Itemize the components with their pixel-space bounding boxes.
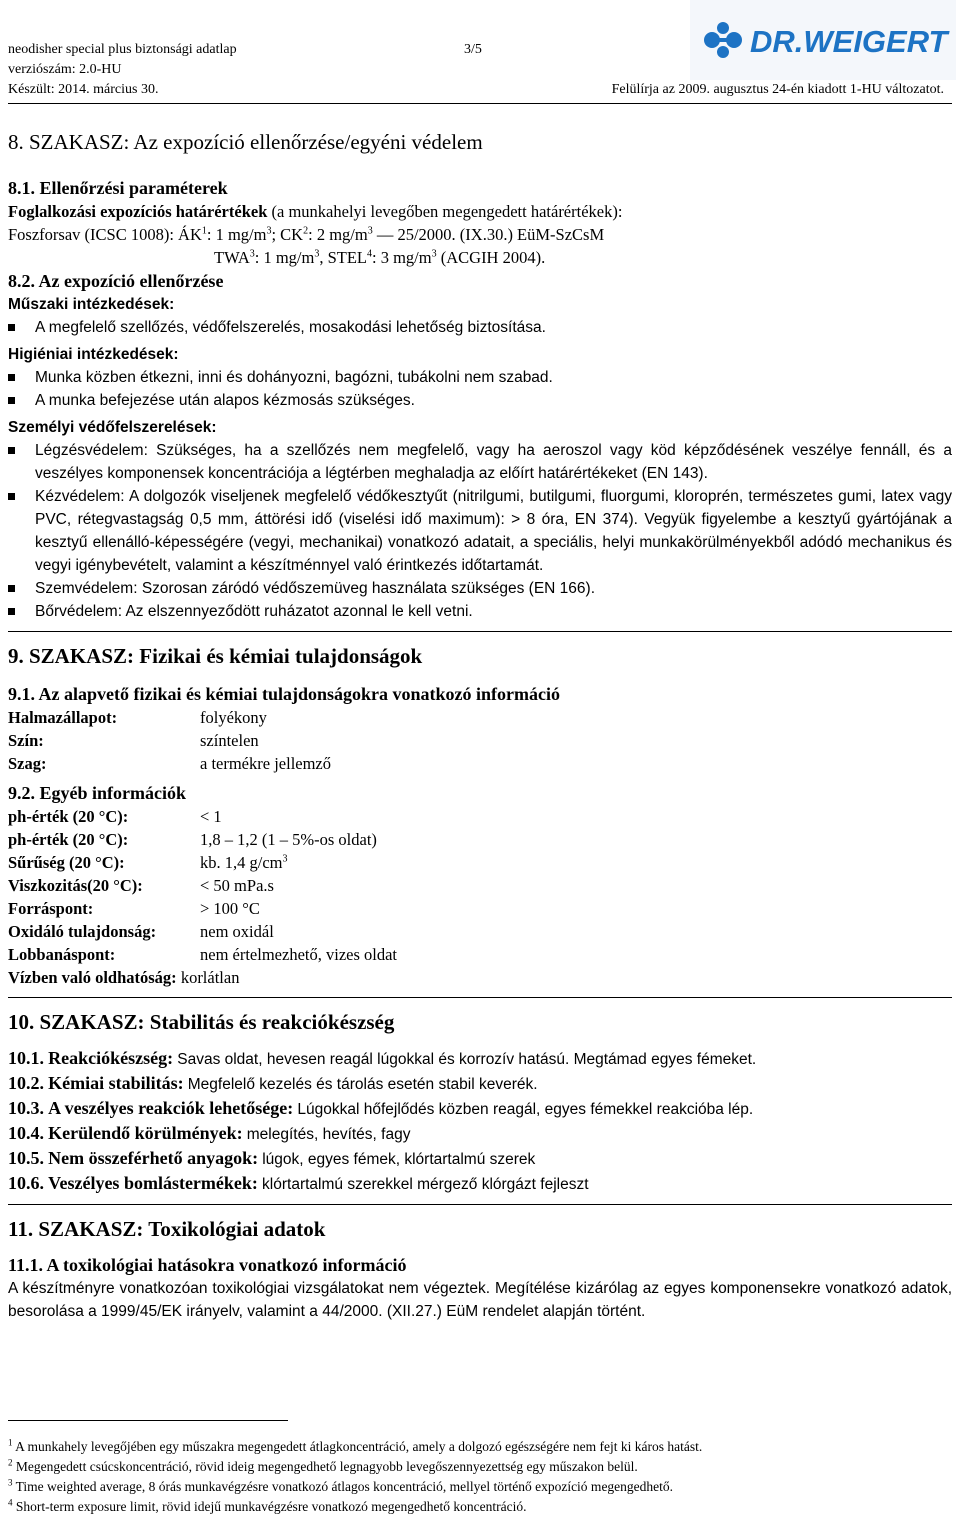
property-row: Forráspont: > 100 °C [8,899,260,918]
section-9-1-title: 9.1. Az alapvető fizikai és kémiai tulajdonságokra vonatkozó információ [8,684,560,704]
stability-item: 10.6. Veszélyes bomlástermékek: klórtartalmú szerekkel mérgező klórgázt fejleszt [8,1173,589,1193]
version: verziószám: 2.0-HU [8,62,122,77]
section-divider [8,997,952,998]
property-row: Viszkozitás(20 °C): < 50 mPa.s [8,876,274,895]
page-number: 3/5 [464,42,482,57]
footnote: $^1$ A munkahely levegőjében egy műszakra megengedett átlagkoncentráció, amely a dolgozó egészségére nem fejt ki káros hatást. [8,1437,703,1454]
technical-measures-item: A megfelelő szellőzés, védőfelszerelés, mosakodási lehetőség biztosítása. [8,316,952,339]
ppe-label: Személyi védőfelszerelések: [8,419,217,436]
twa-stel-limits: TWA$^3$: 1 $mg/m^3$, STEL$^4$: 3 $mg/m^3$ (ACGIH 2004). [214,248,546,267]
hygiene-item: A munka befejezése után alapos kézmosás szükséges. [8,389,952,412]
section-8-2-title: 8.2. Az expozíció ellenőrzése [8,271,224,291]
stability-item: 10.3. A veszélyes reakciók lehetősége: Lúgokkal hőfejlődés közben reagál, egyes fémekkel reakcióba lép. [8,1098,754,1118]
respiratory-protection: Légzésvédelem: Szükséges, ha a szellőzés nem megfelelő, vagy ha aeroszol vagy köd képződésének veszélye fennáll, és a veszélyes komponensek koncentrációja a légtérben meghaladja az előírt határértékeket (EN 143). [8,439,952,485]
stability-item: 10.4. Kerülendő körülmények: melegítés, hevítés, fagy [8,1123,411,1143]
section-8-title: 8. SZAKASZ: Az expozíció ellenőrzése/egyéni védelem [8,130,483,154]
section-9-2-title: 9.2. Egyéb információk [8,783,186,803]
skin-protection: Bőrvédelem: Az elszennyeződött ruházatot azonnal le kell vetni. [8,600,952,623]
section-10-title: 10. SZAKASZ: Stabilitás és reakciókészség [8,1010,395,1034]
footnote: $^3$ Time weighted average, 8 órás munkavégzésre vonatkozó átlagos koncentráció, mellyel történő expozíció megengedhető. [8,1477,674,1494]
property-row: Szag: a termékre jellemző [8,754,332,773]
hygiene-item: Munka közben étkezni, inni és dohányozni, bagózni, tubákolni nem szabad. [8,366,952,389]
property-row: ph-érték (20 °C): 1,8 – 1,2 (1 – 5%-os oldat) [8,830,377,849]
dr-weigert-logo [690,0,956,80]
section-8-1-title: 8.1. Ellenőrzési paraméterek [8,178,228,198]
phosphoric-acid-limits: Foszforsav (ICSC 1008): $ÁK^1$: 1 $mg/m^3$; $CK^2$: 2 $mg/m^3$ — 25/2000. (IX.30.) EüM-SzCsM [8,225,605,244]
hygiene-measures-label: Higiéniai intézkedések: [8,346,179,363]
stability-item: 10.5. Nem összeférhető anyagok: lúgok, egyes fémek, klórtartalmú szerek [8,1148,536,1168]
property-row: Szín: színtelen [8,731,259,750]
stability-item: 10.2. Kémiai stabilitás: Megfelelő kezelés és tárolás esetén stabil keverék. [8,1073,538,1093]
limits-line: Foglalkozási expozíciós határértékek (a munkahelyi levegőben megengedett határértékek): [8,202,623,221]
section-11-title: 11. SZAKASZ: Toxikológiai adatok [8,1217,326,1241]
eye-protection: Szemvédelem: Szorosan záródó védőszemüveg használata szükséges (EN 166). [8,577,952,600]
hand-protection: Kézvédelem: A dolgozók viseljenek megfelelő védőkesztyűt (nitrilgumi, butilgumi, fluorgumi, kloroprén, természetes gumi, latex vagy PVC, rétegvastagság 0,5 mm, áttörési idő (viselési idő maximum): > 8 óra, EN 374). Vegyük figyelembe a kesztyű gyártójának a kesztyű ellenálló-képességére (vegyi, mechanikai) vonatkozó adatait, a speciális, helyi munkakörülményekből adódó mechanikus és vegyi igénybevételt, valamint a készítménnyel való érintkezés időtartamát. [8,485,952,577]
document-body [8,128,952,1323]
supersedes-note: Felülírja az 2009. augusztus 24-én kiadott 1-HU változatot. [611,82,944,97]
header-rule [8,103,952,104]
property-row: ph-érték (20 °C): < 1 [8,807,222,826]
property-row: Halmazállapot: folyékony [8,708,267,727]
logo-text: DR.WEIGERT [750,24,948,59]
technical-measures-label: Műszaki intézkedések: [8,296,175,313]
section-divider [8,631,952,632]
footnote: $^4$ Short-term exposure limit, rövid idejű munkavégzésre vonatkozó megengedhető koncentráció. [8,1497,527,1514]
logo-graphic [690,0,956,80]
property-row: Sűrűség (20 °C): kb. 1,4 $g/cm^3$ [8,853,288,872]
section-9-title: 9. SZAKASZ: Fizikai és kémiai tulajdonságok [8,644,423,668]
property-row: Oxidáló tulajdonság: nem oxidál [8,922,274,941]
section-divider [8,1204,952,1205]
solubility-row: Vízben való oldhatóság: korlátlan [8,968,240,987]
stability-item: 10.1. Reakciókészség: Savas oldat, hevesen reagál lúgokkal és korrozív hatású. Megtámad egyes fémeket. [8,1048,757,1068]
section-11-1-title: 11.1. A toxikológiai hatásokra vonatkozó információ [8,1255,407,1275]
footnotes [8,1437,952,1517]
doc-title: neodisher special plus biztonsági adatlap [8,42,237,57]
property-row: Lobbanáspont: nem értelmezhető, vizes oldat [8,945,398,964]
created-date: Készült: 2014. március 30. [8,82,159,97]
toxicology-text: A készítményre vonatkozóan toxikológiai vizsgálatokat nem végeztek. Megítélése kizárólag az egyes komponensekre vonatkozó adatok, besorolása a 1999/45/EK irányelv, valamint a 44/2000. (XII.27.) EüM rendelet alapján történt. [8,1280,952,1320]
footnote-rule [8,1420,288,1421]
footnote: $^2$ Megengedett csúcskoncentráció, rövid ideig megengedhető legnagyobb levegőszennyezettség egy műszakon belül. [8,1457,638,1474]
